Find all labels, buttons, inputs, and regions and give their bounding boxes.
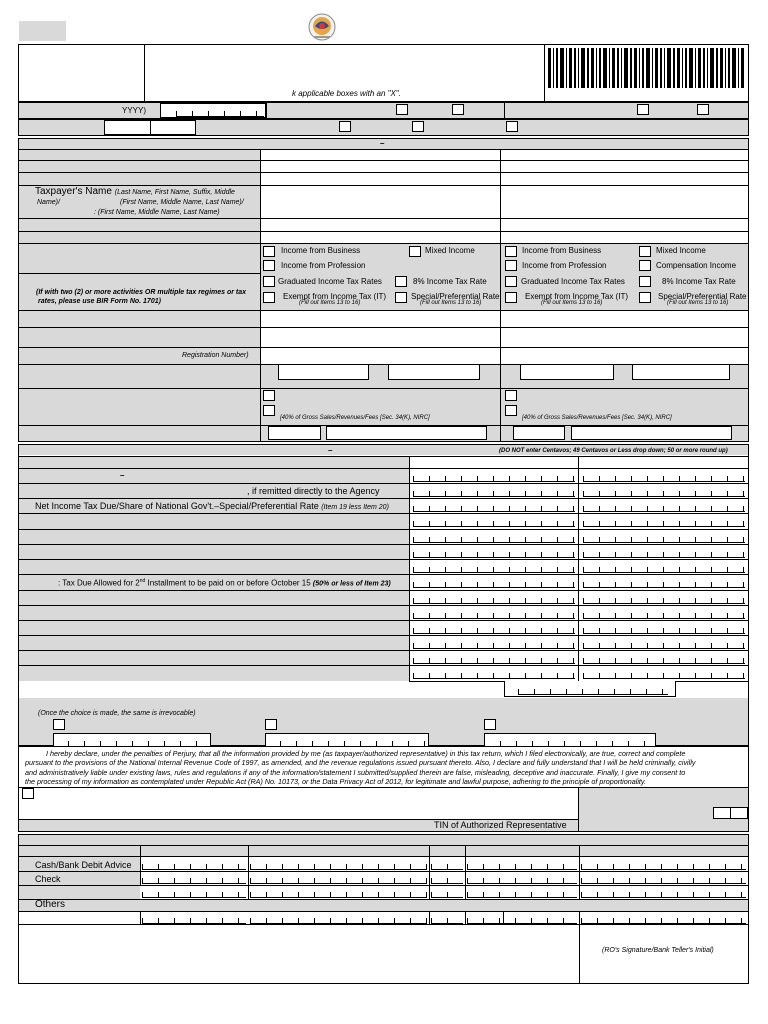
option-checkbox-2[interactable] <box>265 719 277 730</box>
left-graduated-checkbox[interactable] <box>263 276 275 287</box>
payment-field[interactable] <box>581 861 746 870</box>
right-income-profession-checkbox[interactable] <box>505 260 517 271</box>
amount-field-right[interactable] <box>583 670 745 679</box>
multi-activity-note-1: (If with two (2) or more activities OR multiple tax regimes or tax <box>36 289 247 296</box>
left-itemized-checkbox[interactable] <box>263 390 275 401</box>
amount-field-left[interactable] <box>413 640 575 649</box>
right-reg-field-2[interactable] <box>632 364 730 380</box>
payment-field[interactable] <box>581 889 746 898</box>
payment-field[interactable] <box>431 875 463 884</box>
left-reg-field-2[interactable] <box>388 364 480 380</box>
right-mixed-income-label: Mixed Income <box>656 246 706 255</box>
amount-field-right[interactable] <box>583 564 745 573</box>
amount-field-right[interactable] <box>583 503 745 512</box>
left-eight-percent-label: 8% Income Tax Rate <box>413 277 487 286</box>
payment-field[interactable] <box>431 861 463 870</box>
left-osd-checkbox[interactable] <box>263 405 275 416</box>
year-checkbox-4[interactable] <box>697 104 709 115</box>
left-special-checkbox[interactable] <box>395 292 407 303</box>
amount-field-right[interactable] <box>583 534 745 543</box>
payment-field[interactable] <box>431 915 463 924</box>
right-tax-field-2[interactable] <box>571 426 732 440</box>
amount-field-right[interactable] <box>583 518 745 527</box>
left-income-profession-checkbox[interactable] <box>263 260 275 271</box>
right-income-profession-label: Income from Profession <box>522 261 607 270</box>
payment-field[interactable] <box>581 875 746 884</box>
left-exempt-label: Exempt from Income Tax (IT) <box>283 292 386 301</box>
payment-field[interactable] <box>250 875 427 884</box>
right-mixed-income-checkbox[interactable] <box>639 246 651 257</box>
amount-field-left[interactable] <box>413 610 575 619</box>
amount-field-right[interactable] <box>583 655 745 664</box>
others-label: Others <box>35 899 66 910</box>
right-compensation-label: Compensation Income <box>656 261 737 270</box>
right-tax-field-1[interactable] <box>513 426 565 440</box>
taxpayer-name-hint2: Name)/ <box>37 199 60 206</box>
left-income-profession-label: Income from Profession <box>281 261 366 270</box>
right-eight-percent-label: 8% Income Tax Rate <box>662 277 736 286</box>
left-mixed-income-checkbox[interactable] <box>409 246 421 257</box>
ro-signature-label: (RO's Signature/Bank Teller's Initial) <box>602 947 714 954</box>
payment-field[interactable] <box>467 875 577 884</box>
registration-number-label: Registration Number) <box>182 352 249 359</box>
left-osd-note: [40% of Gross Sales/Revenues/Fees [Sec. 34(K), NIRC] <box>280 415 430 421</box>
left-special-note: (Fill out Items 13 to 16) <box>420 300 482 306</box>
right-osd-checkbox[interactable] <box>505 405 517 416</box>
amount-field-left[interactable] <box>413 655 575 664</box>
part1-title: – <box>380 139 385 148</box>
right-exempt-checkbox[interactable] <box>505 292 517 303</box>
right-income-business-label: Income from Business <box>522 246 602 255</box>
amount-field-left[interactable] <box>413 534 575 543</box>
year-checkbox-2[interactable] <box>452 104 464 115</box>
amount-field-left[interactable] <box>413 670 575 679</box>
left-income-business-label: Income from Business <box>281 246 361 255</box>
left-tax-field-2[interactable] <box>326 426 487 440</box>
amount-field-right[interactable] <box>583 579 745 588</box>
tin-authorized-label: TIN of Authorized Representative <box>434 820 567 830</box>
payment-field[interactable] <box>467 889 577 898</box>
declaration-line-3: and administratively liable under existing laws, rules and regulations if any of the information/statement I submitted/supplied therein are false, misleading, deceptive and inaccurate. Finally, I give my consent to <box>25 768 686 777</box>
amount-field-left[interactable] <box>413 564 575 573</box>
form-tab <box>19 21 66 41</box>
payment-field[interactable] <box>142 861 246 870</box>
cash-bank-label: Cash/Bank Debit Advice <box>35 860 132 870</box>
taxpayer-name-hint4: : (First Name, Middle Name, Last Name) <box>94 209 220 216</box>
right-graduated-label: Graduated Income Tax Rates <box>521 277 625 286</box>
right-special-label: Special/Preferential Rate <box>658 292 747 301</box>
right-exempt-label: Exempt from Income Tax (IT) <box>525 292 628 301</box>
amount-field-left[interactable] <box>413 549 575 558</box>
amount-field-left[interactable] <box>413 625 575 634</box>
right-osd-note: [40% of Gross Sales/Revenues/Fees [Sec. 34(K), NIRC] <box>522 415 672 421</box>
payment-field[interactable] <box>142 915 246 924</box>
check-label: Check <box>35 874 61 884</box>
payment-field[interactable] <box>142 875 246 884</box>
amount-field-left[interactable] <box>413 579 575 588</box>
left-income-business-checkbox[interactable] <box>263 246 275 257</box>
part2-title: – <box>328 446 333 455</box>
header-instruction: k applicable boxes with an "X". <box>292 89 401 98</box>
amount-field-left[interactable] <box>413 595 575 604</box>
left-special-label: Special/Preferential Rate <box>411 292 500 301</box>
payment-field[interactable] <box>250 861 427 870</box>
amount-field-left[interactable] <box>413 473 575 482</box>
payment-field[interactable] <box>581 915 746 924</box>
payment-field[interactable] <box>467 861 577 870</box>
net-income-tax-label: Net Income Tax Due/Share of National Gov't.–Special/Preferential Rate (Item 19 less Item 20) <box>35 501 389 511</box>
left-graduated-label: Graduated Income Tax Rates <box>278 277 382 286</box>
payment-field[interactable] <box>250 915 427 924</box>
amended-checkbox-1[interactable] <box>339 121 351 132</box>
payment-field[interactable] <box>467 915 577 924</box>
bir-logo <box>307 12 337 42</box>
right-eight-percent-checkbox[interactable] <box>639 276 651 287</box>
payment-field[interactable] <box>142 889 246 898</box>
left-exempt-note: (Fill out Items 13 to 16) <box>299 300 361 306</box>
amount-field-right[interactable] <box>583 488 745 497</box>
left-mixed-income-label: Mixed Income <box>425 246 475 255</box>
irrevocable-note: (Once the choice is made, the same is irrevocable) <box>38 710 196 717</box>
amount-field-left[interactable] <box>413 518 575 527</box>
barcode <box>546 46 746 90</box>
option-checkbox-1[interactable] <box>53 719 65 730</box>
right-compensation-checkbox[interactable] <box>639 260 651 271</box>
taxpayer-name-label: Taxpayer's Name (Last Name, First Name, Suffix, Middle <box>35 186 235 197</box>
amount-field-right[interactable] <box>583 640 745 649</box>
multi-activity-note-2: rates, please use BIR Form No. 1701) <box>38 298 161 305</box>
payment-field[interactable] <box>431 889 463 898</box>
declaration-line-1: I hereby declare, under the penalties of Perjury, that all the information provided by me (as taxpayer/authorized representative) in this tax return, which I filed electronically, are true, correct and complete <box>46 749 686 758</box>
amount-field-left[interactable] <box>413 503 575 512</box>
right-itemized-checkbox[interactable] <box>505 390 517 401</box>
year-checkbox-3[interactable] <box>637 104 649 115</box>
left-exempt-checkbox[interactable] <box>263 292 275 303</box>
taxpayer-name-hint3: (First Name, Middle Name, Last Name)/ <box>120 199 244 206</box>
amount-field-right[interactable] <box>583 549 745 558</box>
left-reg-field-1[interactable] <box>278 364 369 380</box>
centavos-note: (DO NOT enter Centavos; 49 Centavos or Less drop down; 50 or more round up) <box>499 448 728 454</box>
tax-due-installment-label: : Tax Due Allowed for 2nd Installment to be paid on or before October 15 (50% or less of Item 23) <box>58 578 391 588</box>
amended-checkbox-2[interactable] <box>412 121 424 132</box>
amount-field-right[interactable] <box>583 595 745 604</box>
part2-row-dash: – <box>120 471 125 480</box>
declaration-checkbox[interactable] <box>22 788 34 799</box>
right-special-checkbox[interactable] <box>639 292 651 303</box>
amount-field-right[interactable] <box>583 625 745 634</box>
declaration-line-4: the processing of my information as contemplated under Republic Act (RA) No. 10173, or the Data Privacy Act of 2012, for legitimate and lawful purpose, adhering to the principle of proportionality. <box>25 777 646 786</box>
amended-checkbox-3[interactable] <box>506 121 518 132</box>
right-income-business-checkbox[interactable] <box>505 246 517 257</box>
option-checkbox-3[interactable] <box>484 719 496 730</box>
year-checkbox-1[interactable] <box>396 104 408 115</box>
right-reg-field-1[interactable] <box>520 364 614 380</box>
remitted-agency-label: , if remitted directly to the Agency <box>247 486 380 496</box>
left-tax-field-1[interactable] <box>268 426 321 440</box>
declaration-line-2: pursuant to the provisions of the National Internal Revenue Code of 1997, as amended, and the revenue regulations issued pursuant thereto. Also, I declare and fully understand that I will be held criminally, civilly <box>25 758 696 767</box>
right-special-note: (Fill out Items 13 to 16) <box>667 300 729 306</box>
right-graduated-checkbox[interactable] <box>505 276 517 287</box>
left-eight-percent-checkbox[interactable] <box>395 276 407 287</box>
payment-field[interactable] <box>250 889 427 898</box>
year-label: YYYY) <box>122 106 147 115</box>
amount-field-right[interactable] <box>583 610 745 619</box>
amount-field-left[interactable] <box>413 488 575 497</box>
right-exempt-note: (Fill out Items 13 to 16) <box>541 300 603 306</box>
amount-field-right[interactable] <box>583 473 745 482</box>
